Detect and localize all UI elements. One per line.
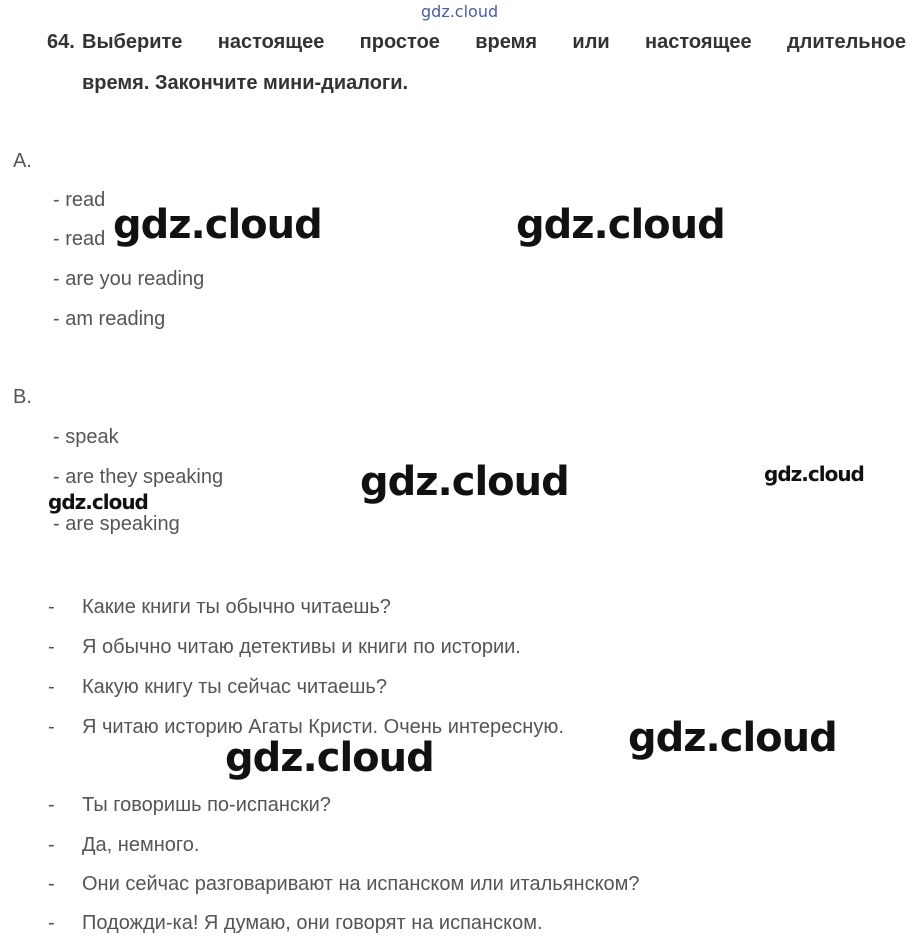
answer-b-1: - speak	[53, 426, 119, 448]
task-instruction-line-2: время. Закончите мини-диалоги.	[82, 72, 409, 94]
watermark: gdz.cloud	[628, 715, 837, 761]
answer-b-2: - are they speaking	[53, 466, 224, 488]
answer-a-4: - am reading	[53, 308, 166, 330]
watermark: gdz.cloud	[113, 202, 322, 248]
answer-a-3: - are you reading	[53, 268, 205, 290]
answer-b-3: - are speaking	[53, 513, 180, 535]
dialogue-line-2: Я обычно читаю детективы и книги по истории.	[82, 636, 521, 658]
watermark: gdz.cloud	[516, 202, 725, 248]
dialogue-line-6: Да, немного.	[82, 834, 200, 856]
section-b-label: B.	[13, 386, 32, 408]
dialogue-dash: -	[48, 716, 55, 738]
watermark: gdz.cloud	[225, 735, 434, 781]
answer-a-1: - read	[53, 189, 106, 211]
dialogue-line-7: Они сейчас разговаривают на испанском или итальянском?	[82, 873, 640, 895]
dialogue-dash: -	[48, 834, 55, 856]
answer-a-2: - read	[53, 228, 106, 250]
dialogue-dash: -	[48, 912, 55, 934]
dialogue-dash: -	[48, 676, 55, 698]
task-instruction-line-1: Выберите настоящее простое время или настоящее длительное	[82, 31, 906, 53]
watermark: gdz.cloud	[360, 459, 569, 505]
dialogue-dash: -	[48, 636, 55, 658]
watermark: gdz.cloud	[48, 490, 148, 514]
dialogue-line-8: Подожди-ка! Я думаю, они говорят на испанском.	[82, 912, 543, 934]
exercise-number: 64.	[47, 31, 75, 53]
dialogue-line-3: Какую книгу ты сейчас читаешь?	[82, 676, 387, 698]
section-a-label: A.	[13, 150, 32, 172]
dialogue-dash: -	[48, 794, 55, 816]
dialogue-line-1: Какие книги ты обычно читаешь?	[82, 596, 391, 618]
dialogue-dash: -	[48, 596, 55, 618]
watermark: gdz.cloud	[764, 462, 864, 486]
site-watermark-top: gdz.cloud	[421, 2, 499, 21]
dialogue-line-5: Ты говоришь по-испански?	[82, 794, 331, 816]
dialogue-dash: -	[48, 873, 55, 895]
dialogue-line-4: Я читаю историю Агаты Кристи. Очень интересную.	[82, 716, 564, 738]
